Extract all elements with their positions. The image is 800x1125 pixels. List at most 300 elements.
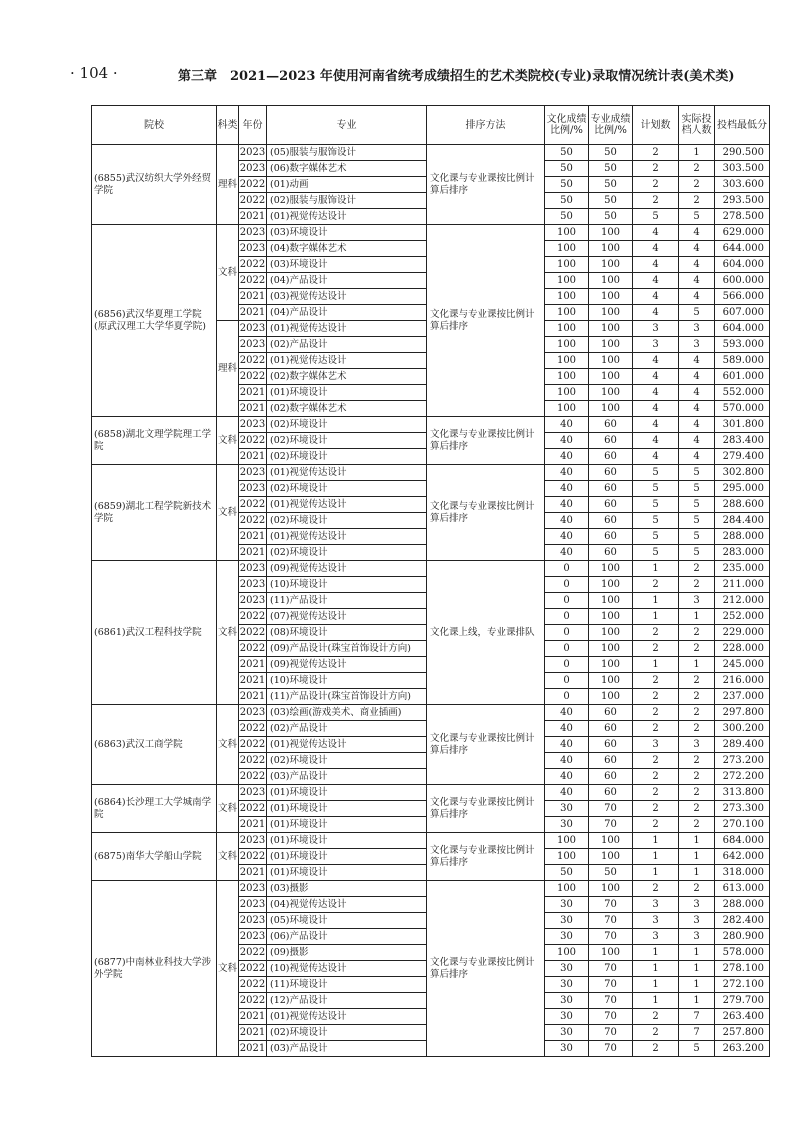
plan-count-cell: 1 — [633, 657, 679, 673]
plan-count-cell: 1 — [633, 609, 679, 625]
plan-count-cell: 2 — [633, 1025, 679, 1041]
culture-ratio-cell: 50 — [545, 865, 589, 881]
min-score-cell: 300.200 — [715, 721, 770, 737]
major-cell: (02)环境设计 — [267, 481, 427, 497]
page-header — [70, 62, 770, 88]
culture-ratio-cell: 40 — [545, 753, 589, 769]
year-cell: 2023 — [239, 337, 267, 353]
plan-count-cell: 3 — [633, 929, 679, 945]
plan-count-cell: 2 — [633, 193, 679, 209]
major-ratio-cell: 60 — [589, 545, 633, 561]
admitted-count-cell: 1 — [679, 993, 715, 1009]
year-cell: 2021 — [239, 817, 267, 833]
major-cell: (10)环境设计 — [267, 577, 427, 593]
min-score-cell: 216.000 — [715, 673, 770, 689]
plan-count-cell: 3 — [633, 737, 679, 753]
min-score-cell: 273.300 — [715, 801, 770, 817]
plan-count-cell: 1 — [633, 865, 679, 881]
table-row — [92, 785, 770, 801]
admitted-count-cell: 1 — [679, 865, 715, 881]
major-cell: (01)视觉传达设计 — [267, 497, 427, 513]
year-cell: 2022 — [239, 609, 267, 625]
admitted-count-cell: 4 — [679, 449, 715, 465]
culture-ratio-cell: 30 — [545, 817, 589, 833]
year-cell: 2022 — [239, 753, 267, 769]
col-header: 投档最低分 — [715, 106, 770, 145]
year-cell: 2023 — [239, 929, 267, 945]
admitted-count-cell: 2 — [679, 753, 715, 769]
major-cell: (04)产品设计 — [267, 273, 427, 289]
major-ratio-cell: 60 — [589, 721, 633, 737]
admitted-count-cell: 4 — [679, 401, 715, 417]
major-ratio-cell: 60 — [589, 785, 633, 801]
major-cell: (11)产品设计(珠宝首饰设计方向) — [267, 689, 427, 705]
major-cell: (01)视觉传达设计 — [267, 353, 427, 369]
admitted-count-cell: 2 — [679, 193, 715, 209]
admitted-count-cell: 1 — [679, 961, 715, 977]
major-cell: (01)动画 — [267, 177, 427, 193]
min-score-cell: 272.100 — [715, 977, 770, 993]
admitted-count-cell: 3 — [679, 897, 715, 913]
major-ratio-cell: 70 — [589, 801, 633, 817]
major-cell: (04)数字媒体艺术 — [267, 241, 427, 257]
year-cell: 2022 — [239, 641, 267, 657]
admitted-count-cell: 2 — [679, 561, 715, 577]
min-score-cell: 229.000 — [715, 625, 770, 641]
plan-count-cell: 1 — [633, 593, 679, 609]
min-score-cell: 282.400 — [715, 913, 770, 929]
admitted-count-cell: 4 — [679, 353, 715, 369]
culture-ratio-cell: 40 — [545, 465, 589, 481]
culture-ratio-cell: 40 — [545, 785, 589, 801]
major-cell: (05)环境设计 — [267, 913, 427, 929]
admitted-count-cell: 5 — [679, 481, 715, 497]
year-cell: 2022 — [239, 721, 267, 737]
year-cell: 2022 — [239, 625, 267, 641]
min-score-cell: 644.000 — [715, 241, 770, 257]
plan-count-cell: 2 — [633, 785, 679, 801]
school-name: (6856)武汉华夏理工学院(原武汉理工大学华夏学院) — [92, 225, 217, 417]
major-cell: (09)摄影 — [267, 945, 427, 961]
plan-count-cell: 2 — [633, 721, 679, 737]
plan-count-cell: 5 — [633, 465, 679, 481]
school-name: (6859)湖北工程学院新技术学院 — [92, 465, 217, 561]
culture-ratio-cell: 0 — [545, 625, 589, 641]
year-cell: 2021 — [239, 449, 267, 465]
admitted-count-cell: 2 — [679, 817, 715, 833]
admitted-count-cell: 4 — [679, 433, 715, 449]
year-cell: 2022 — [239, 961, 267, 977]
major-ratio-cell: 100 — [589, 833, 633, 849]
culture-ratio-cell: 0 — [545, 561, 589, 577]
min-score-cell: 297.800 — [715, 705, 770, 721]
major-cell: (01)环境设计 — [267, 865, 427, 881]
major-cell: (01)环境设计 — [267, 785, 427, 801]
min-score-cell: 283.000 — [715, 545, 770, 561]
min-score-cell: 272.200 — [715, 769, 770, 785]
year-cell: 2023 — [239, 897, 267, 913]
min-score-cell: 279.400 — [715, 449, 770, 465]
plan-count-cell: 2 — [633, 145, 679, 161]
culture-ratio-cell: 0 — [545, 609, 589, 625]
subject-category: 文科 — [217, 833, 239, 881]
major-ratio-cell: 50 — [589, 193, 633, 209]
plan-count-cell: 4 — [633, 273, 679, 289]
min-score-cell: 684.000 — [715, 833, 770, 849]
year-cell: 2022 — [239, 849, 267, 865]
major-ratio-cell: 100 — [589, 385, 633, 401]
min-score-cell: 303.500 — [715, 161, 770, 177]
min-score-cell: 318.000 — [715, 865, 770, 881]
major-cell: (02)产品设计 — [267, 721, 427, 737]
min-score-cell: 257.800 — [715, 1025, 770, 1041]
page-number: · 104 · — [70, 64, 118, 82]
plan-count-cell: 2 — [633, 817, 679, 833]
admitted-count-cell: 5 — [679, 209, 715, 225]
plan-count-cell: 3 — [633, 321, 679, 337]
admitted-count-cell: 3 — [679, 593, 715, 609]
culture-ratio-cell: 100 — [545, 401, 589, 417]
culture-ratio-cell: 30 — [545, 897, 589, 913]
school-name: (6875)南华大学船山学院 — [92, 833, 217, 881]
admitted-count-cell: 1 — [679, 657, 715, 673]
culture-ratio-cell: 30 — [545, 1041, 589, 1057]
culture-ratio-cell: 100 — [545, 945, 589, 961]
admitted-count-cell: 2 — [679, 881, 715, 897]
admitted-count-cell: 4 — [679, 273, 715, 289]
culture-ratio-cell: 100 — [545, 337, 589, 353]
major-cell: (01)视觉传达设计 — [267, 1009, 427, 1025]
major-cell: (02)环境设计 — [267, 1025, 427, 1041]
sort-method: 文化课上线，专业课排队 — [427, 561, 545, 705]
admitted-count-cell: 3 — [679, 737, 715, 753]
major-cell: (10)视觉传达设计 — [267, 961, 427, 977]
admitted-count-cell: 7 — [679, 1025, 715, 1041]
year-cell: 2022 — [239, 993, 267, 1009]
header-row — [92, 106, 770, 145]
culture-ratio-cell: 30 — [545, 961, 589, 977]
major-cell: (01)环境设计 — [267, 385, 427, 401]
year-cell: 2021 — [239, 209, 267, 225]
admitted-count-cell: 4 — [679, 289, 715, 305]
sort-method: 文化课与专业课按比例计算后排序 — [427, 465, 545, 561]
year-cell: 2023 — [239, 465, 267, 481]
min-score-cell: 273.200 — [715, 753, 770, 769]
major-ratio-cell: 70 — [589, 993, 633, 1009]
major-cell: (08)环境设计 — [267, 625, 427, 641]
admitted-count-cell: 4 — [679, 257, 715, 273]
year-cell: 2021 — [239, 289, 267, 305]
min-score-cell: 280.900 — [715, 929, 770, 945]
admitted-count-cell: 2 — [679, 785, 715, 801]
major-cell: (03)视觉传达设计 — [267, 289, 427, 305]
culture-ratio-cell: 40 — [545, 529, 589, 545]
year-cell: 2023 — [239, 833, 267, 849]
year-cell: 2023 — [239, 161, 267, 177]
major-cell: (02)产品设计 — [267, 337, 427, 353]
culture-ratio-cell: 0 — [545, 593, 589, 609]
school-name: (6864)长沙理工大学城南学院 — [92, 785, 217, 833]
culture-ratio-cell: 0 — [545, 641, 589, 657]
col-header: 科类 — [217, 106, 239, 145]
admitted-count-cell: 2 — [679, 673, 715, 689]
major-ratio-cell: 60 — [589, 417, 633, 433]
min-score-cell: 302.800 — [715, 465, 770, 481]
major-ratio-cell: 70 — [589, 1009, 633, 1025]
culture-ratio-cell: 40 — [545, 481, 589, 497]
plan-count-cell: 1 — [633, 945, 679, 961]
major-cell: (09)视觉传达设计 — [267, 657, 427, 673]
table-row — [92, 881, 770, 897]
year-cell: 2021 — [239, 401, 267, 417]
year-cell: 2023 — [239, 913, 267, 929]
major-cell: (03)产品设计 — [267, 1041, 427, 1057]
culture-ratio-cell: 50 — [545, 193, 589, 209]
culture-ratio-cell: 40 — [545, 497, 589, 513]
year-cell: 2022 — [239, 737, 267, 753]
plan-count-cell: 4 — [633, 353, 679, 369]
major-ratio-cell: 70 — [589, 817, 633, 833]
major-cell: (05)服装与服饰设计 — [267, 145, 427, 161]
major-cell: (02)服装与服饰设计 — [267, 193, 427, 209]
admitted-count-cell: 2 — [679, 577, 715, 593]
major-ratio-cell: 50 — [589, 161, 633, 177]
min-score-cell: 604.000 — [715, 257, 770, 273]
year-cell: 2022 — [239, 353, 267, 369]
subject-category: 文科 — [217, 881, 239, 1057]
min-score-cell: 303.600 — [715, 177, 770, 193]
plan-count-cell: 1 — [633, 961, 679, 977]
plan-count-cell: 4 — [633, 401, 679, 417]
year-cell: 2022 — [239, 193, 267, 209]
col-header: 年份 — [239, 106, 267, 145]
major-cell: (01)视觉传达设计 — [267, 209, 427, 225]
major-cell: (09)视觉传达设计 — [267, 561, 427, 577]
year-cell: 2023 — [239, 145, 267, 161]
plan-count-cell: 1 — [633, 561, 679, 577]
major-cell: (09)产品设计(珠宝首饰设计方向) — [267, 641, 427, 657]
major-cell: (01)环境设计 — [267, 849, 427, 865]
school-name: (6861)武汉工程科技学院 — [92, 561, 217, 705]
culture-ratio-cell: 100 — [545, 289, 589, 305]
culture-ratio-cell: 100 — [545, 833, 589, 849]
major-cell: (12)产品设计 — [267, 993, 427, 1009]
major-cell: (02)环境设计 — [267, 433, 427, 449]
year-cell: 2023 — [239, 593, 267, 609]
plan-count-cell: 2 — [633, 881, 679, 897]
plan-count-cell: 2 — [633, 625, 679, 641]
major-ratio-cell: 100 — [589, 369, 633, 385]
plan-count-cell: 2 — [633, 1041, 679, 1057]
year-cell: 2022 — [239, 497, 267, 513]
year-cell: 2022 — [239, 273, 267, 289]
min-score-cell: 212.000 — [715, 593, 770, 609]
culture-ratio-cell: 40 — [545, 545, 589, 561]
subject-category: 文科 — [217, 785, 239, 833]
plan-count-cell: 4 — [633, 385, 679, 401]
major-ratio-cell: 70 — [589, 1025, 633, 1041]
major-cell: (01)视觉传达设计 — [267, 321, 427, 337]
culture-ratio-cell: 40 — [545, 433, 589, 449]
major-ratio-cell: 100 — [589, 593, 633, 609]
culture-ratio-cell: 50 — [545, 161, 589, 177]
year-cell: 2023 — [239, 225, 267, 241]
school-name: (6863)武汉工商学院 — [92, 705, 217, 785]
min-score-cell: 570.000 — [715, 401, 770, 417]
major-ratio-cell: 100 — [589, 849, 633, 865]
plan-count-cell: 2 — [633, 641, 679, 657]
major-cell: (03)环境设计 — [267, 225, 427, 241]
year-cell: 2021 — [239, 689, 267, 705]
subject-category: 文科 — [217, 417, 239, 465]
min-score-cell: 604.000 — [715, 321, 770, 337]
plan-count-cell: 2 — [633, 769, 679, 785]
major-ratio-cell: 50 — [589, 865, 633, 881]
major-cell: (01)环境设计 — [267, 817, 427, 833]
culture-ratio-cell: 100 — [545, 881, 589, 897]
plan-count-cell: 2 — [633, 161, 679, 177]
admitted-count-cell: 2 — [679, 801, 715, 817]
plan-count-cell: 4 — [633, 225, 679, 241]
culture-ratio-cell: 30 — [545, 929, 589, 945]
min-score-cell: 235.000 — [715, 561, 770, 577]
min-score-cell: 228.000 — [715, 641, 770, 657]
major-cell: (06)产品设计 — [267, 929, 427, 945]
plan-count-cell: 2 — [633, 577, 679, 593]
admitted-count-cell: 1 — [679, 145, 715, 161]
year-cell: 2022 — [239, 945, 267, 961]
min-score-cell: 607.000 — [715, 305, 770, 321]
year-cell: 2021 — [239, 545, 267, 561]
year-cell: 2022 — [239, 177, 267, 193]
plan-count-cell: 4 — [633, 305, 679, 321]
year-cell: 2023 — [239, 417, 267, 433]
admitted-count-cell: 3 — [679, 929, 715, 945]
table-row — [92, 417, 770, 433]
admitted-count-cell: 2 — [679, 721, 715, 737]
culture-ratio-cell: 40 — [545, 705, 589, 721]
table-row — [92, 225, 770, 241]
min-score-cell: 288.000 — [715, 897, 770, 913]
major-ratio-cell: 70 — [589, 977, 633, 993]
year-cell: 2022 — [239, 369, 267, 385]
table-body — [92, 145, 770, 1057]
major-ratio-cell: 100 — [589, 353, 633, 369]
min-score-cell: 288.000 — [715, 529, 770, 545]
admitted-count-cell: 2 — [679, 769, 715, 785]
culture-ratio-cell: 30 — [545, 1025, 589, 1041]
min-score-cell: 289.400 — [715, 737, 770, 753]
major-cell: (07)视觉传达设计 — [267, 609, 427, 625]
major-ratio-cell: 70 — [589, 913, 633, 929]
year-cell: 2021 — [239, 385, 267, 401]
major-ratio-cell: 100 — [589, 305, 633, 321]
plan-count-cell: 5 — [633, 497, 679, 513]
plan-count-cell: 1 — [633, 849, 679, 865]
culture-ratio-cell: 100 — [545, 369, 589, 385]
plan-count-cell: 5 — [633, 209, 679, 225]
plan-count-cell: 2 — [633, 801, 679, 817]
admitted-count-cell: 5 — [679, 465, 715, 481]
major-cell: (01)环境设计 — [267, 801, 427, 817]
min-score-cell: 600.000 — [715, 273, 770, 289]
plan-count-cell: 3 — [633, 897, 679, 913]
col-header: 文化成绩比例/% — [545, 106, 589, 145]
plan-count-cell: 2 — [633, 177, 679, 193]
major-ratio-cell: 70 — [589, 897, 633, 913]
major-ratio-cell: 100 — [589, 225, 633, 241]
major-ratio-cell: 60 — [589, 753, 633, 769]
major-cell: (02)环境设计 — [267, 753, 427, 769]
subject-category: 文科 — [217, 225, 239, 321]
min-score-cell: 552.000 — [715, 385, 770, 401]
culture-ratio-cell: 100 — [545, 849, 589, 865]
admitted-count-cell: 2 — [679, 689, 715, 705]
year-cell: 2023 — [239, 785, 267, 801]
year-cell: 2023 — [239, 481, 267, 497]
major-cell: (10)环境设计 — [267, 673, 427, 689]
min-score-cell: 278.500 — [715, 209, 770, 225]
sort-method: 文化课与专业课按比例计算后排序 — [427, 881, 545, 1057]
culture-ratio-cell: 30 — [545, 993, 589, 1009]
admitted-count-cell: 3 — [679, 913, 715, 929]
table-row — [92, 465, 770, 481]
min-score-cell: 211.000 — [715, 577, 770, 593]
year-cell: 2021 — [239, 305, 267, 321]
major-ratio-cell: 100 — [589, 641, 633, 657]
culture-ratio-cell: 100 — [545, 225, 589, 241]
major-ratio-cell: 60 — [589, 705, 633, 721]
year-cell: 2021 — [239, 865, 267, 881]
min-score-cell: 278.100 — [715, 961, 770, 977]
year-cell: 2023 — [239, 577, 267, 593]
admitted-count-cell: 4 — [679, 417, 715, 433]
culture-ratio-cell: 40 — [545, 737, 589, 753]
culture-ratio-cell: 0 — [545, 657, 589, 673]
plan-count-cell: 4 — [633, 257, 679, 273]
table-row — [92, 705, 770, 721]
sort-method: 文化课与专业课按比例计算后排序 — [427, 225, 545, 417]
year-cell: 2021 — [239, 673, 267, 689]
admitted-count-cell: 4 — [679, 369, 715, 385]
major-cell: (01)视觉传达设计 — [267, 465, 427, 481]
year-cell: 2023 — [239, 321, 267, 337]
major-cell: (03)绘画(游戏美术、商业插画) — [267, 705, 427, 721]
major-ratio-cell: 100 — [589, 321, 633, 337]
admitted-count-cell: 1 — [679, 609, 715, 625]
min-score-cell: 578.000 — [715, 945, 770, 961]
major-ratio-cell: 100 — [589, 657, 633, 673]
min-score-cell: 601.000 — [715, 369, 770, 385]
major-cell: (01)环境设计 — [267, 833, 427, 849]
min-score-cell: 284.400 — [715, 513, 770, 529]
major-ratio-cell: 100 — [589, 609, 633, 625]
major-cell: (02)数字媒体艺术 — [267, 369, 427, 385]
table-row — [92, 561, 770, 577]
culture-ratio-cell: 40 — [545, 449, 589, 465]
admitted-count-cell: 2 — [679, 705, 715, 721]
min-score-cell: 252.000 — [715, 609, 770, 625]
plan-count-cell: 5 — [633, 545, 679, 561]
plan-count-cell: 3 — [633, 913, 679, 929]
year-cell: 2022 — [239, 977, 267, 993]
major-cell: (03)产品设计 — [267, 769, 427, 785]
culture-ratio-cell: 100 — [545, 257, 589, 273]
major-ratio-cell: 50 — [589, 209, 633, 225]
col-header: 院校 — [92, 106, 217, 145]
admitted-count-cell: 2 — [679, 625, 715, 641]
plan-count-cell: 4 — [633, 241, 679, 257]
